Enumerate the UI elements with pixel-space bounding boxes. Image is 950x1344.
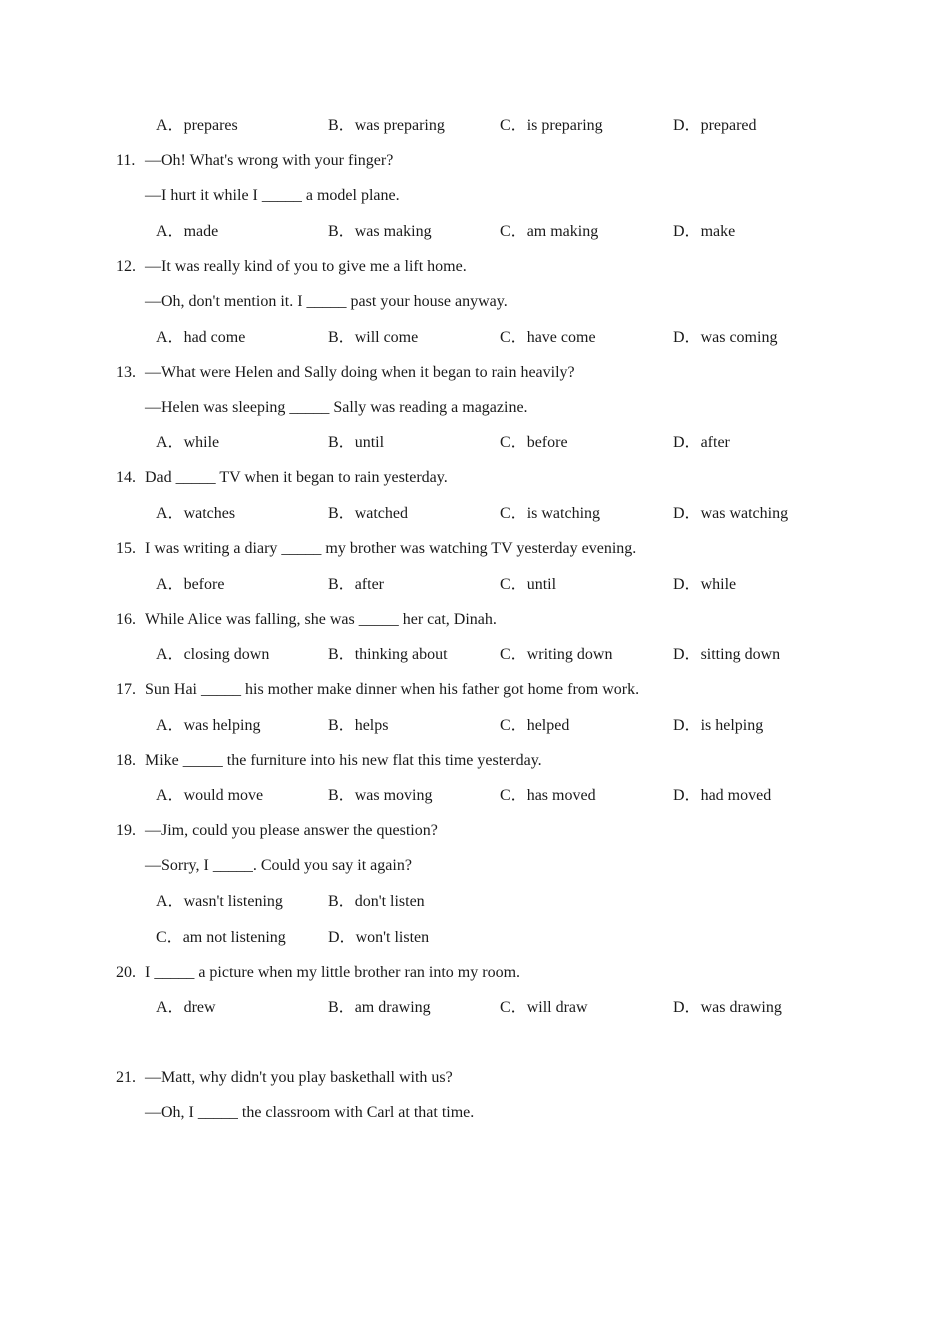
option-text: has moved	[526, 787, 596, 804]
option-letter: B．	[328, 117, 355, 134]
option-b	[328, 433, 384, 453]
option-letter: A．	[156, 117, 184, 134]
option-a	[156, 716, 260, 736]
option-letter: C．	[500, 329, 527, 346]
option-text: was helping	[183, 717, 261, 734]
option-c	[500, 998, 588, 1018]
option-letter: B．	[328, 999, 355, 1016]
option-b	[328, 328, 418, 348]
option-text: drew	[183, 999, 216, 1016]
option-letter: C．	[500, 434, 527, 451]
question-line: —It was really kind of you to give me a lift home.	[145, 258, 467, 275]
option-a	[156, 645, 269, 665]
option-letter: A．	[156, 329, 184, 346]
option-d	[673, 575, 736, 595]
question-line: —What were Helen and Sally doing when it began to rain heavily?	[145, 364, 575, 381]
option-text: was coming	[700, 329, 778, 346]
option-text: was moving	[354, 787, 433, 804]
option-text: prepared	[700, 117, 757, 134]
option-letter: D．	[673, 646, 701, 663]
option-c	[500, 716, 569, 736]
option-letter: A．	[156, 646, 184, 663]
option-letter: C．	[500, 999, 527, 1016]
option-a	[156, 222, 218, 242]
question-line: —Jim, could you please answer the question?	[145, 822, 438, 839]
option-letter: C．	[500, 505, 527, 522]
option-d	[673, 998, 782, 1018]
option-a	[156, 892, 283, 912]
option-d	[328, 928, 429, 948]
option-letter: D．	[673, 223, 701, 240]
option-text: helps	[354, 717, 389, 734]
option-text: while	[700, 576, 737, 593]
option-letter: A．	[156, 893, 184, 910]
question-line: —I hurt it while I _____ a model plane.	[145, 187, 400, 204]
option-d	[673, 786, 771, 806]
option-letter: D．	[328, 929, 356, 946]
option-text: helped	[526, 717, 570, 734]
option-text: writing down	[526, 646, 613, 663]
option-b	[328, 575, 384, 595]
option-c	[156, 928, 286, 948]
option-c	[500, 116, 603, 136]
question-line: Mike _____ the furniture into his new flat this time yesterday.	[145, 752, 542, 769]
option-text: had moved	[700, 787, 772, 804]
option-text: thinking about	[354, 646, 448, 663]
option-letter: B．	[328, 223, 355, 240]
option-text: made	[183, 223, 219, 240]
option-a	[156, 786, 263, 806]
option-c	[500, 575, 556, 595]
question-number: 15.	[116, 540, 136, 557]
option-text: don't listen	[354, 893, 425, 910]
option-text: after	[354, 576, 384, 593]
option-letter: D．	[673, 117, 701, 134]
option-letter: C．	[500, 787, 527, 804]
question-number: 11.	[116, 152, 136, 169]
option-text: am making	[526, 223, 599, 240]
question-number: 13.	[116, 364, 136, 381]
option-letter: B．	[328, 505, 355, 522]
question-line: Sun Hai _____ his mother make dinner when his father got home from work.	[145, 681, 640, 698]
option-a	[156, 998, 216, 1018]
question-line: —Oh, I _____ the classroom with Carl at that time.	[145, 1104, 475, 1121]
option-letter: C．	[500, 223, 527, 240]
option-letter: C．	[500, 117, 527, 134]
option-b	[328, 116, 445, 136]
question-number: 16.	[116, 611, 136, 628]
option-text: watched	[354, 505, 408, 522]
option-c	[500, 504, 600, 524]
question-line: —Sorry, I _____. Could you say it again?	[145, 857, 412, 874]
option-letter: A．	[156, 434, 184, 451]
option-text: am not listening	[182, 929, 286, 946]
question-line: —Helen was sleeping _____ Sally was reading a magazine.	[145, 399, 528, 416]
option-b	[328, 645, 448, 665]
question-line: Dad _____ TV when it began to rain yesterday.	[145, 469, 448, 486]
option-letter: A．	[156, 223, 184, 240]
option-text: make	[700, 223, 736, 240]
question-number: 12.	[116, 258, 136, 275]
option-d	[673, 433, 730, 453]
option-text: is helping	[700, 717, 764, 734]
option-text: sitting down	[700, 646, 781, 663]
question-number: 18.	[116, 752, 136, 769]
option-letter: D．	[673, 717, 701, 734]
option-text: was making	[354, 223, 432, 240]
option-text: while	[183, 434, 220, 451]
option-text: wasn't listening	[183, 893, 283, 910]
question-number: 19.	[116, 822, 136, 839]
option-d	[673, 504, 788, 524]
option-d	[673, 645, 780, 665]
option-d	[673, 328, 777, 348]
option-c	[500, 433, 568, 453]
option-c	[500, 222, 598, 242]
option-text: had come	[183, 329, 246, 346]
option-letter: D．	[673, 999, 701, 1016]
question-line: I was writing a diary _____ my brother was watching TV yesterday evening.	[145, 540, 637, 557]
option-text: closing down	[183, 646, 270, 663]
option-letter: C．	[500, 646, 527, 663]
option-text: is preparing	[526, 117, 603, 134]
question-number: 17.	[116, 681, 136, 698]
option-letter: A．	[156, 505, 184, 522]
option-text: have come	[526, 329, 596, 346]
option-letter: A．	[156, 717, 184, 734]
option-d	[673, 116, 757, 136]
option-text: until	[526, 576, 557, 593]
option-b	[328, 222, 432, 242]
question-line: —Oh, don't mention it. I _____ past your house anyway.	[145, 293, 508, 310]
option-letter: A．	[156, 576, 184, 593]
option-letter: B．	[328, 893, 355, 910]
option-text: would move	[183, 787, 264, 804]
option-letter: B．	[328, 576, 355, 593]
option-b	[328, 892, 425, 912]
option-letter: A．	[156, 999, 184, 1016]
option-c	[500, 786, 596, 806]
option-letter: A．	[156, 787, 184, 804]
option-letter: B．	[328, 434, 355, 451]
option-letter: B．	[328, 329, 355, 346]
option-letter: B．	[328, 787, 355, 804]
option-a	[156, 328, 245, 348]
option-a	[156, 575, 224, 595]
option-b	[328, 504, 408, 524]
option-d	[673, 716, 763, 736]
option-text: before	[526, 434, 568, 451]
option-text: am drawing	[354, 999, 431, 1016]
option-a	[156, 504, 235, 524]
option-b	[328, 716, 388, 736]
option-text: watches	[183, 505, 236, 522]
option-letter: C．	[156, 929, 183, 946]
option-text: is watching	[526, 505, 601, 522]
question-line: I _____ a picture when my little brother ran into my room.	[145, 964, 521, 981]
question-line: While Alice was falling, she was _____ her cat, Dinah.	[145, 611, 497, 628]
option-d	[673, 222, 735, 242]
option-text: was preparing	[354, 117, 445, 134]
question-number: 21.	[116, 1069, 136, 1086]
option-text: after	[700, 434, 730, 451]
option-b	[328, 998, 431, 1018]
option-letter: C．	[500, 717, 527, 734]
option-text: prepares	[183, 117, 238, 134]
option-letter: D．	[673, 787, 701, 804]
option-text: was watching	[700, 505, 789, 522]
option-text: until	[354, 434, 385, 451]
option-letter: D．	[673, 576, 701, 593]
option-c	[500, 645, 612, 665]
option-letter: D．	[673, 329, 701, 346]
option-letter: B．	[328, 717, 355, 734]
option-text: will draw	[526, 999, 588, 1016]
option-a	[156, 433, 219, 453]
option-letter: D．	[673, 434, 701, 451]
option-letter: C．	[500, 576, 527, 593]
question-number: 14.	[116, 469, 136, 486]
option-b	[328, 786, 432, 806]
question-line: —Matt, why didn't you play baskethall with us?	[145, 1069, 453, 1086]
option-text: before	[183, 576, 225, 593]
option-c	[500, 328, 596, 348]
option-letter: B．	[328, 646, 355, 663]
option-text: will come	[354, 329, 419, 346]
option-text: was drawing	[700, 999, 782, 1016]
option-a	[156, 116, 238, 136]
question-number: 20.	[116, 964, 136, 981]
option-letter: D．	[673, 505, 701, 522]
question-line: —Oh! What's wrong with your finger?	[145, 152, 394, 169]
option-text: won't listen	[355, 929, 430, 946]
